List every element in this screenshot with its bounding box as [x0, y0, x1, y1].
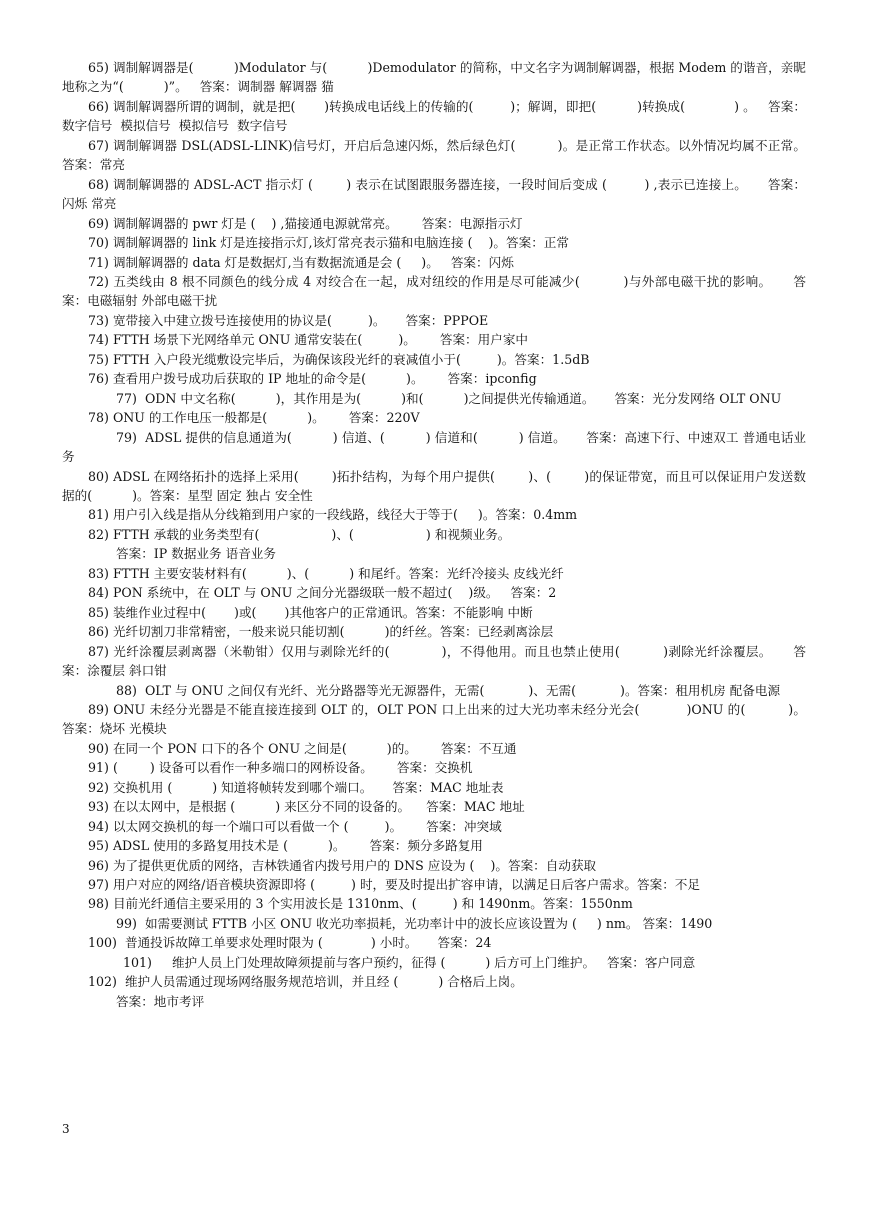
question-95: 95) ADSL 使用的多路复用技术是 ( )。 答案：频分多路复用: [88, 838, 483, 854]
question-94: 94) 以太网交换机的每一个端口可以看做一个 ( )。 答案：冲突域: [88, 818, 502, 834]
question-78: 78) ONU 的工作电压一般都是( )。 答案：220V: [88, 410, 420, 426]
question-91: 91) ( ) 设备可以看作一种多端口的网桥设备。 答案：交换机: [88, 760, 473, 776]
question-84: 84) PON 系统中，在 OLT 与 ONU 之间分光器级联一般不超过( )级。 答案：2: [88, 585, 557, 601]
question-83: 83) FTTH 主要安装材料有( )、( ) 和尾纤。答案：光纤冷接头 皮线光纤: [88, 565, 564, 581]
question-76: 76) 查看用户拨号成功后获取的 IP 地址的命令是( )。 答案：ipconfig: [88, 371, 537, 387]
question-71: 71) 调制解调器的 data 灯是数据灯,当有数据流通是会 ( )。 答案：闪烁: [88, 254, 514, 270]
answer-line-82: 答案：IP 数据业务 语音业务: [116, 546, 276, 562]
question-68: 68) 调制解调器的 ADSL-ACT 指示灯 ( ) 表示在试图跟服务器连接，一段时间后变成 ( ) ,表示已连接上。 答案：闪烁 常亮: [62, 176, 806, 212]
question-102: 102) 维护人员需通过现场网络服务规范培训，并且经 ( ) 合格后上岗。: [88, 974, 523, 990]
question-86: 86) 光纤切割刀非常精密，一般来说只能切割( )的纤丝。答案：已经剥离涂层: [88, 624, 554, 640]
question-85: 85) 装维作业过程中( )或( )其他客户的正常通讯。答案：不能影响 中断: [88, 604, 533, 620]
question-93: 93) 在以太网中，是根据 ( ) 来区分不同的设备的。 答案：MAC 地址: [88, 799, 525, 815]
question-88: 88) OLT 与 ONU 之间仅有光纤、光分路器等光无源器件，无需( )、无需( )。答案：租用机房 配备电源: [116, 682, 781, 698]
question-list: [62, 58, 827, 1011]
question-82: 82) FTTH 承载的业务类型有( )、( ) 和视频业务。: [88, 526, 511, 542]
question-81: 81) 用户引入线是指从分线箱到用户家的一段线路，线径大于等于( )。答案：0.4mm: [88, 507, 578, 523]
question-73: 73) 宽带接入中建立拨号连接使用的协议是( )。 答案：PPPOE: [88, 312, 489, 328]
question-67: 67) 调制解调器 DSL(ADSL-LINK)信号灯，开启后急速闪烁，然后绿色灯( )。是正常工作状态。以外情况均属不正常。 答案：常亮: [62, 137, 827, 173]
question-72: 72) 五类线由 8 根不同颜色的线分成 4 对绞合在一起，成对纽绞的作用是尽可能减少( )与外部电磁干扰的影响。 答案：电磁辐射 外部电磁干扰: [62, 273, 806, 309]
answer-line-102: 答案：地市考评: [116, 993, 205, 1009]
question-79: 79) ADSL 提供的信息通道为( ) 信道、( ) 信道和( ) 信道。 答案：高速下行、中速双工 普通电话业务: [62, 429, 806, 465]
question-87: 87) 光纤涂覆层剥离器（米勒钳）仅用与剥除光纤的( )，不得他用。而且也禁止使用( )剥除光纤涂覆层。 答案：涂覆层 斜口钳: [62, 643, 806, 679]
question-97: 97) 用户对应的网络/语音模块资源即将 ( ) 时，要及时提出扩容申请，以满足日后客户需求。答案：不足: [88, 877, 700, 893]
question-69: 69) 调制解调器的 pwr 灯是 ( ) ,猫接通电源就常亮。 答案：电源指示灯: [88, 215, 523, 231]
question-89: 89) ONU 未经分光器是不能直接连接到 OLT 的，OLT PON 口上出来的过大光功率未经分光会( )ONU 的( )。 答案：烧坏 光模块: [62, 701, 827, 737]
question-75: 75) FTTH 入户段光缆敷设完毕后，为确保该段光纤的衰减值小于( )。答案：1.5dB: [88, 351, 590, 367]
question-74: 74) FTTH 场景下光网络单元 ONU 通常安装在( )。 答案：用户家中: [88, 332, 529, 348]
question-92: 92) 交换机用 ( ) 知道将帧转发到哪个端口。 答案：MAC 地址表: [88, 779, 504, 795]
question-98: 98) 目前光纤通信主要采用的 3 个实用波长是 1310nm、( ) 和 1490nm。答案：1550nm: [88, 896, 633, 912]
question-70: 70) 调制解调器的 link 灯是连接指示灯,该灯常亮表示猫和电脑连接 ( )。答案：正常: [88, 235, 569, 251]
question-101: 101) 维护人员上门处理故障须提前与客户预约，征得 ( ) 后方可上门维护。 答案：客户同意: [123, 954, 696, 970]
question-100: 100) 普通投诉故障工单要求处理时限为 ( ) 小时。 答案：24: [88, 935, 492, 951]
question-80: 80) ADSL 在网络拓扑的选择上采用( )拓扑结构，为每个用户提供( )、( )的保证带宽，而且可以保证用户发送数据的( )。答案：星型 固定 独占 安全性: [62, 468, 806, 503]
question-96: 96) 为了提供更优质的网络，吉林铁通省内拨号用户的 DNS 应设为 ( )。答案：自动获取: [88, 857, 597, 873]
question-99: 99) 如需要测试 FTTB 小区 ONU 收光功率损耗，光功率计中的波长应该设置为 ( ) nm。 答案：1490: [116, 915, 713, 931]
question-77: 77) ODN 中文名称( )，其作用是为( )和( )之间提供光传输通道。 答案：光分发网络 OLT ONU: [116, 390, 782, 406]
question-65: 65) 调制解调器是( )Modulator 与( )Demodulator 的简称，中文名字为调制解调器，根据 Modem 的谐音，亲昵地称之为“( )”。 答案：调制器 解调器 猫: [62, 60, 806, 95]
page-number: 3: [62, 1122, 70, 1136]
question-90: 90) 在同一个 PON 口下的各个 ONU 之间是( )的。 答案：不互通: [88, 740, 517, 756]
question-66: 66) 调制解调器所谓的调制，就是把( )转换成电话线上的传输的( )；解调，即把( )转换成( ) 。 答案：数字信号 模拟信号 模拟信号 数字信号: [62, 98, 806, 134]
